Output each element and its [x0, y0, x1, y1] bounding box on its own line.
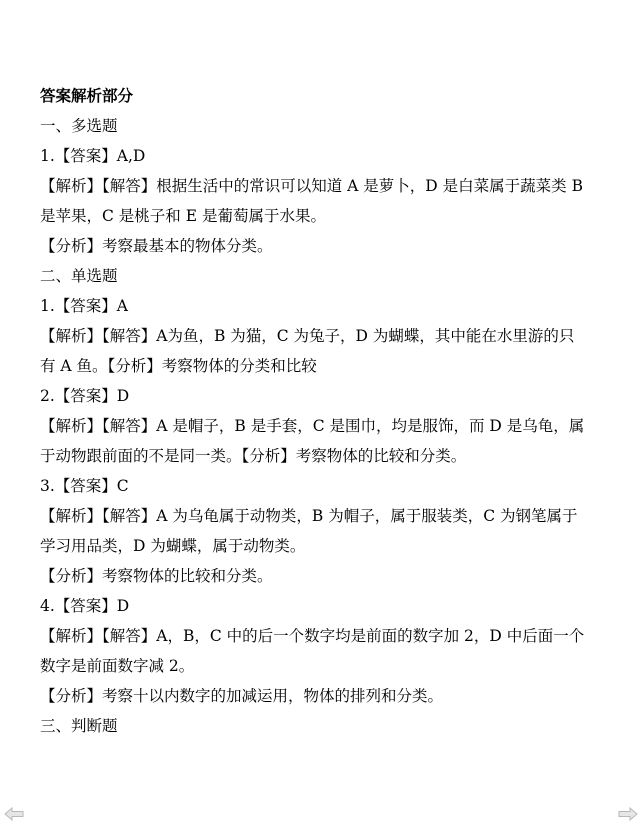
- document-title: 答案解析部分: [40, 86, 134, 105]
- explanation-line: 于动物跟前面的不是同一类。【分析】考察物体的比较和分类。: [40, 447, 467, 465]
- next-page-button[interactable]: [618, 807, 638, 821]
- explanation-line: 数字是前面数字减 2。: [40, 657, 195, 675]
- section-heading: 一、多选题: [40, 117, 118, 135]
- section-heading: 三、判断题: [40, 717, 118, 735]
- answer-line: 4.【答案】D: [40, 597, 130, 615]
- explanation-line: 是苹果，C 是桃子和 E 是葡萄属于水果。: [40, 207, 326, 225]
- explanation-line: 学习用品类，D 为蝴蝶，属于动物类。: [40, 537, 306, 555]
- section-heading: 二、单选题: [40, 267, 118, 285]
- answer-line: 1.【答案】A,D: [40, 147, 146, 165]
- explanation-line: 有 A 鱼。【分析】考察物体的分类和比较: [40, 357, 317, 375]
- explanation-line: 【解析】【解答】A，B，C 中的后一个数字均是前面的数字加 2，D 中后面一个: [40, 627, 585, 645]
- explanation-line: 【解析】【解答】A为鱼，B 为猫，C 为兔子，D 为蝴蝶，其中能在水里游的只: [40, 327, 575, 345]
- analysis-line: 【分析】考察十以内数字的加减运用，物体的排列和分类。: [40, 687, 444, 705]
- analysis-line: 【分析】考察最基本的物体分类。: [40, 237, 273, 255]
- answer-line: 2.【答案】D: [40, 387, 130, 405]
- analysis-line: 【分析】考察物体的比较和分类。: [40, 567, 273, 585]
- previous-page-button[interactable]: [4, 807, 24, 821]
- explanation-line: 【解析】【解答】A 为乌龟属于动物类，B 为帽子，属于服装类，C 为钢笔属于: [40, 507, 578, 525]
- arrow-left-icon: [4, 807, 24, 821]
- answer-line: 3.【答案】C: [40, 477, 129, 495]
- arrow-right-icon: [618, 807, 638, 821]
- explanation-line: 【解析】【解答】根据生活中的常识可以知道 A 是萝卜，D 是白菜属于蔬菜类 B: [40, 177, 583, 195]
- explanation-line: 【解析】【解答】A 是帽子，B 是手套，C 是围巾，均是服饰，而 D 是乌龟，属: [40, 417, 585, 435]
- answer-line: 1.【答案】A: [40, 297, 128, 315]
